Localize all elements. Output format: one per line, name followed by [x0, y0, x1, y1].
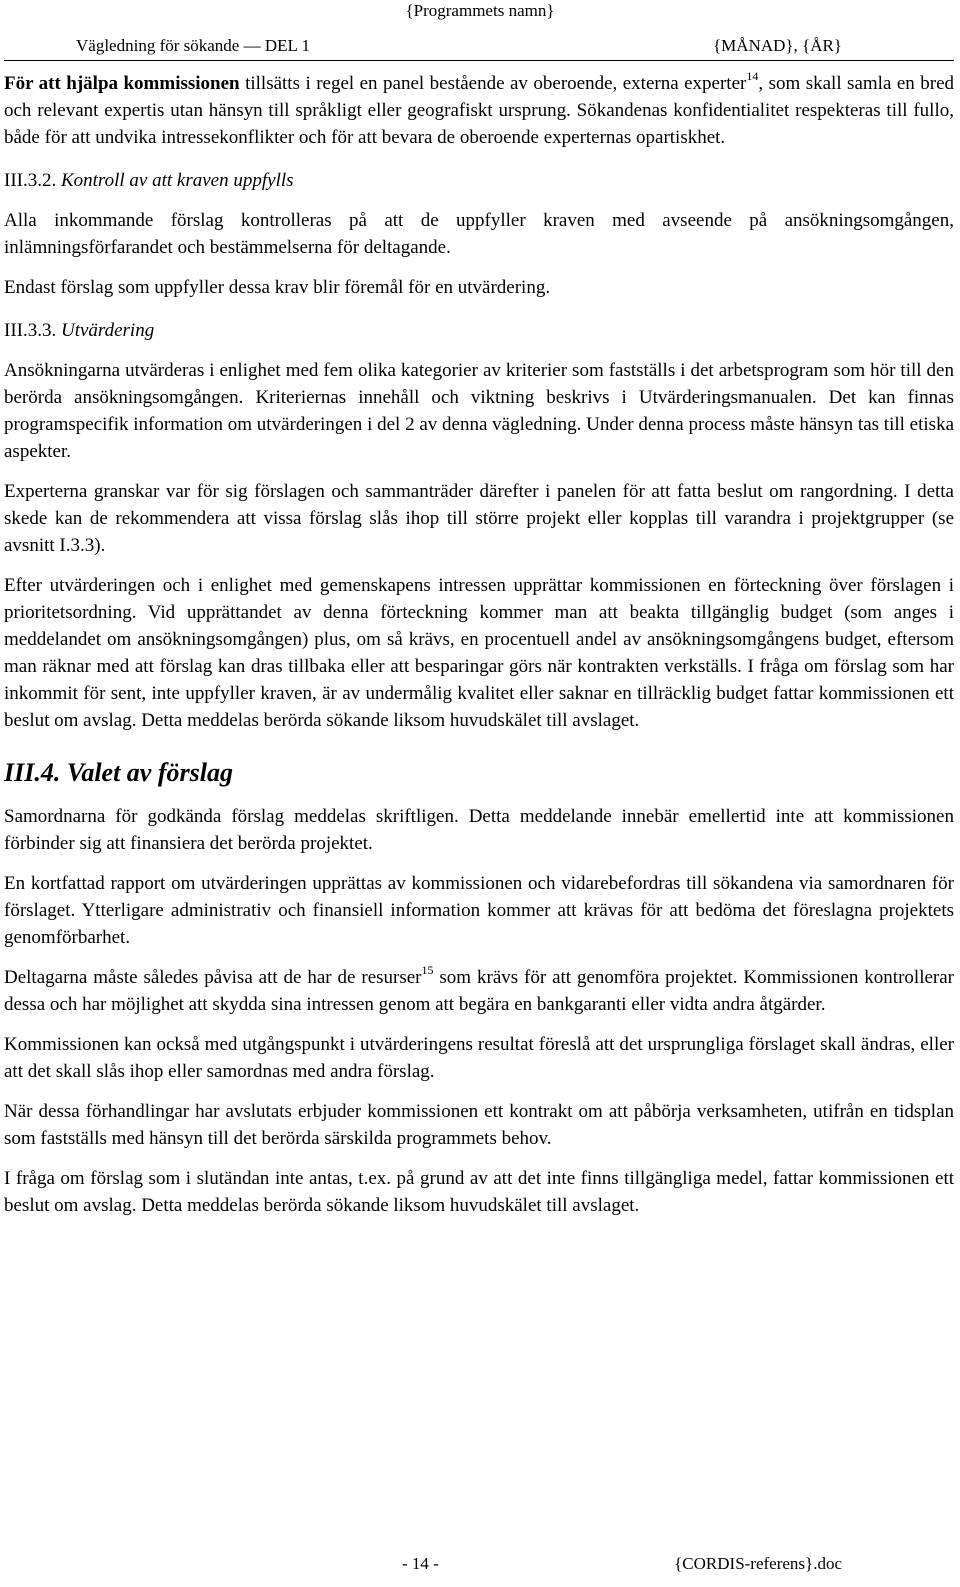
- paragraph-contract: När dessa förhandlingar har avslutats erbjuder kommissionen ett kontrakt om att påbörja verksamheten, utifrån en tidsplan som fastställs med hänsyn till det berörda särskilda programmets behov.: [4, 1101, 954, 1149]
- page-number: - 14 -: [402, 1554, 439, 1573]
- header-date: {MÅNAD}, {ÅR}: [713, 36, 842, 55]
- footnote-ref-14: 14: [746, 68, 759, 83]
- paragraph-text: , som skall samla en bred och relevant expertis utan hänsyn till språkligt eller geografiskt ursprung. Sökandenas konfidentialitet respekteras till fullo, både för att undvika intressekonflikter och för att bevara de oberoende experternas opartiskhet.: [4, 73, 955, 148]
- paragraph-ranking: Efter utvärderingen och i enlighet med gemenskapens intressen upprättar kommissionen en förteckning över förslagen i prioritetsordning. Vid upprättandet av denna förteckning kommer man att beakta tillgänglig budget (som anges i meddelandet om ansökningsomgången) plus, om så krävs, en procentuell andel av ansökningsomgångens budget, eftersom man räknar med att förslag kan dras tillbaka eller att besparingar görs när kontrakten verkställs. I fråga om förslag som har inkommit för sent, inte uppfyller kraven, är av undermålig kvalitet eller saknar en tillräcklig budget fattar kommissionen ett beslut om avslag. Detta meddelas berörda sökande liksom huvudskälet till avslaget.: [4, 575, 954, 731]
- paragraph-rejection: I fråga om förslag som i slutändan inte antas, t.ex. på grund av att det inte finns tillgängliga medel, fattar kommissionen ett beslut om avslag. Detta meddelas berörda sökande liksom huvudskälet till avslaget.: [4, 1168, 954, 1216]
- paragraph-amendments: Kommissionen kan också med utgångspunkt i utvärderingens resultat föreslå att det ursprungliga förslaget skall ändras, eller att det skall slås ihop eller samordnas med andra förslag.: [4, 1034, 954, 1082]
- paragraph-resources: [4, 964, 954, 1018]
- paragraph-experts: Experterna granskar var för sig förslagen och sammanträder därefter i panelen för att fatta beslut om rangordning. I detta skede kan de rekommendera att vissa förslag slås ihop till större projekt eller kopplas till varandra i projektgrupper (se avsnitt I.3.3).: [4, 481, 954, 556]
- program-name: {Programmets namn}: [405, 1, 555, 20]
- paragraph-panel: [4, 70, 954, 151]
- paragraph-lead-bold: För att hjälpa kommissionen: [4, 73, 240, 94]
- subsection-number: III.3.3.: [4, 320, 57, 341]
- guide-title: Vägledning för sökande — DEL 1: [76, 36, 311, 55]
- subsection-heading-3-3: [4, 317, 954, 344]
- paragraph-evaluation: Ansökningarna utvärderas i enlighet med fem olika kategorier av kriterier som fastställs i det arbetsprogram som hör till den berörda ansökningsomgången. Kriteriernas innehåll och viktning beskrivs i Utvärderingsmanualen. Det kan finnas programspecifik information om utvärderingen i del 2 av denna vägledning. Under denna process måste hänsyn tas till etiska aspekter.: [4, 360, 954, 462]
- page-footer: [0, 1548, 960, 1578]
- paragraph-requirements: Alla inkommande förslag kontrolleras på att de uppfyller kraven med avseende på ansökningsomgången, inlämningsförfarandet och bestämmelserna för deltagande.: [4, 210, 954, 258]
- paragraph-only-eligible: Endast förslag som uppfyller dessa krav blir föremål för en utvärdering.: [4, 277, 551, 298]
- paragraph-report: En kortfattad rapport om utvärderingen upprättas av kommissionen och vidarebefordras till sökandena via samordnaren för förslaget. Ytterligare administrativ och finansiell information kommer att krävas för att bedöma det föreslagna projektets genomförbarhet.: [4, 873, 954, 948]
- subsection-title: Kontroll av att kraven uppfylls: [56, 170, 294, 191]
- footnote-ref-15: 15: [421, 962, 434, 977]
- document-reference: {CORDIS-referens}.doc: [674, 1554, 842, 1573]
- document-body: [4, 70, 954, 1219]
- paragraph-text: Deltagarna måste således påvisa att de har de resurser: [4, 967, 422, 988]
- section-heading-3-4: III.4. Valet av förslag: [4, 758, 233, 787]
- subsection-heading-3-2: [4, 167, 954, 194]
- header-divider: [4, 60, 954, 61]
- subsection-number: III.3.2.: [4, 170, 57, 191]
- paragraph-text: tillsätts i regel en panel bestående av oberoende, externa experter: [239, 73, 747, 94]
- paragraph-text: som krävs för att genomföra projektet. Kommissionen kontrollerar dessa och har möjlighet att skydda sina intressen genom att begära en bankgaranti eller vidta andra åtgärder.: [4, 967, 954, 1015]
- subsection-title: Utvärdering: [56, 320, 155, 341]
- paragraph-coordinators: Samordnarna för godkända förslag meddelas skriftligen. Detta meddelande innebär emellertid inte att kommissionen förbinder sig att finansiera det berörda projektet.: [4, 806, 954, 854]
- page-header: [0, 0, 960, 66]
